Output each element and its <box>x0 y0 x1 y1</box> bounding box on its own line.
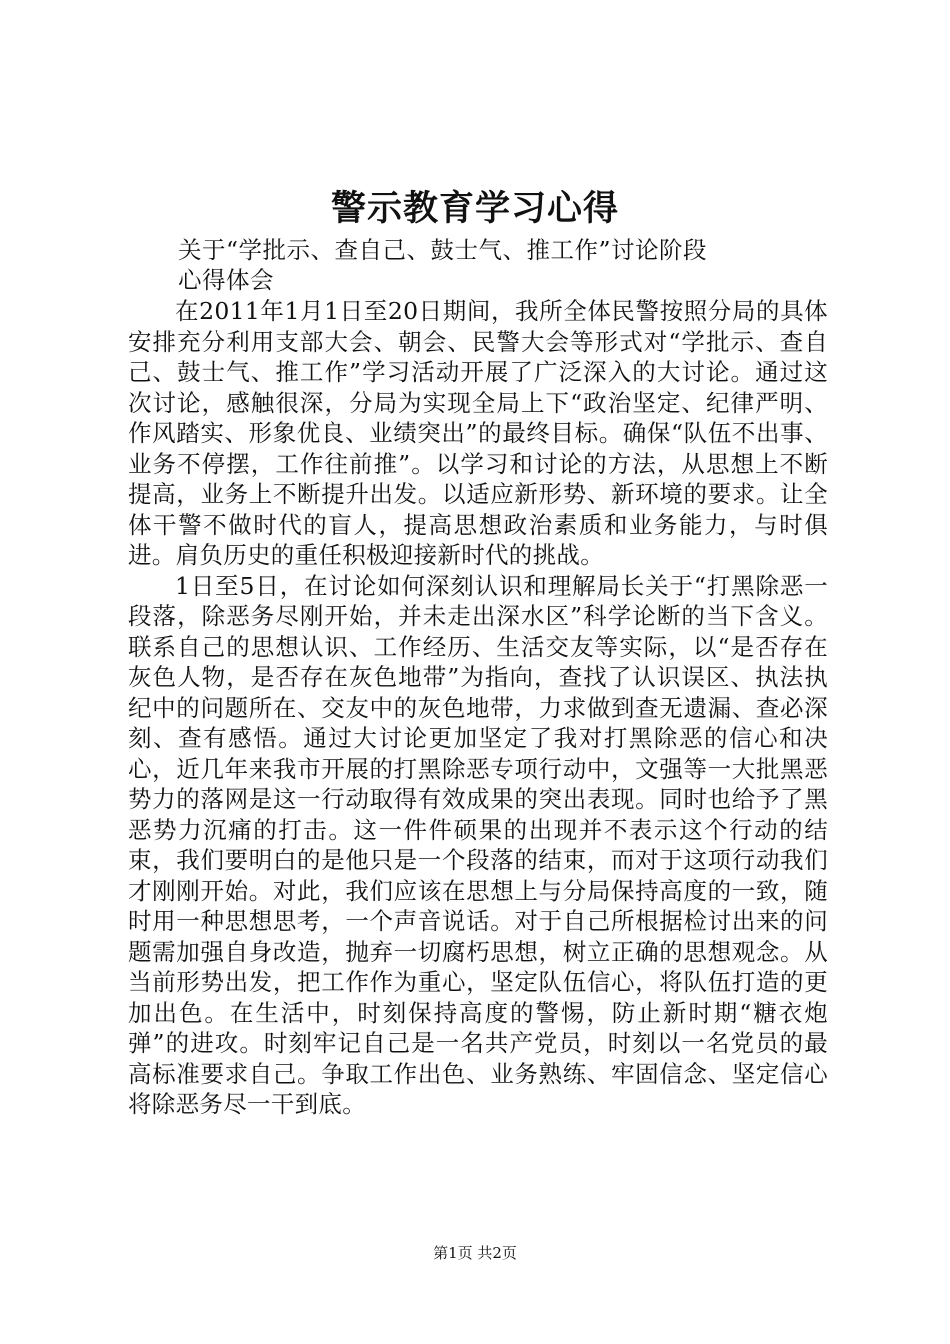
subtitle-line-1: 关于“学批示、查自己、鼓士气、推工作”讨论阶段 <box>178 236 708 264</box>
document-body <box>128 296 828 1120</box>
document-subtitle <box>178 236 818 295</box>
paragraph: 在2011年1月1日至20日期间，我所全体民警按照分局的具体安排充分利用支部大会、朝会、民警大会等形式对“学批示、查自己、鼓士气、推工作”学习活动开展了广泛深入的大讨论。通过这次讨论，感触很深，分局为实现全局上下“政治坚定、纪律严明、作风踏实、形象优良、业绩突出”的最终目标。确保“队伍不出事、业务不停摆，工作往前推”。以学习和讨论的方法，从思想上不断提高，业务上不断提升出发。以适应新形势、新环境的要求。让全体干警不做时代的盲人，提高思想政治素质和业务能力，与时俱进。肩负历史的重任积极迎接新时代的挑战。 <box>128 297 828 569</box>
page-footer: 第1页 共2页 <box>433 1244 517 1262</box>
paragraph: 1日至5日，在讨论如何深刻认识和理解局长关于“打黑除恶一段落，除恶务尽刚开始，并未走出深水区”科学论断的当下含义。联系自己的思想认识、工作经历、生活交友等实际，以“是否存在灰色人物，是否存在灰色地带”为指向，查找了认识误区、执法执纪中的问题所在、交友中的灰色地带，力求做到查无遗漏、查必深刻、查有感悟。通过大讨论更加坚定了我对打黑除恶的信心和决心，近几年来我市开展的打黑除恶专项行动中，文强等一大批黑恶势力的落网是这一行动取得有效成果的突出表现。同时也给予了黑恶势力沉痛的打击。这一件件硕果的出现并不表示这个行动的结束，我们要明白的是他只是一个段落的结束，而对于这项行动我们才刚刚开始。对此，我们应该在思想上与分局保持高度的一致，随时用一种思想思考，一个声音说话。对于自己所根据检讨出来的问题需加强自身改造，抛弃一切腐朽思想，树立正确的思想观念。从当前形势出发，把工作作为重心，坚定队伍信心，将队伍打造的更加出色。在生活中，时刻保持高度的警惕，防止新时期“糖衣炮弹”的进攻。时刻牢记自己是一名共产党员，时刻以一名党员的最高标准要求自己。争取工作出色、业务熟练、牢固信念、坚定信心将除恶务尽一干到底。 <box>128 571 828 1118</box>
subtitle-line-2: 心得体会 <box>178 265 274 294</box>
document-title: 警示教育学习心得 <box>330 188 619 229</box>
